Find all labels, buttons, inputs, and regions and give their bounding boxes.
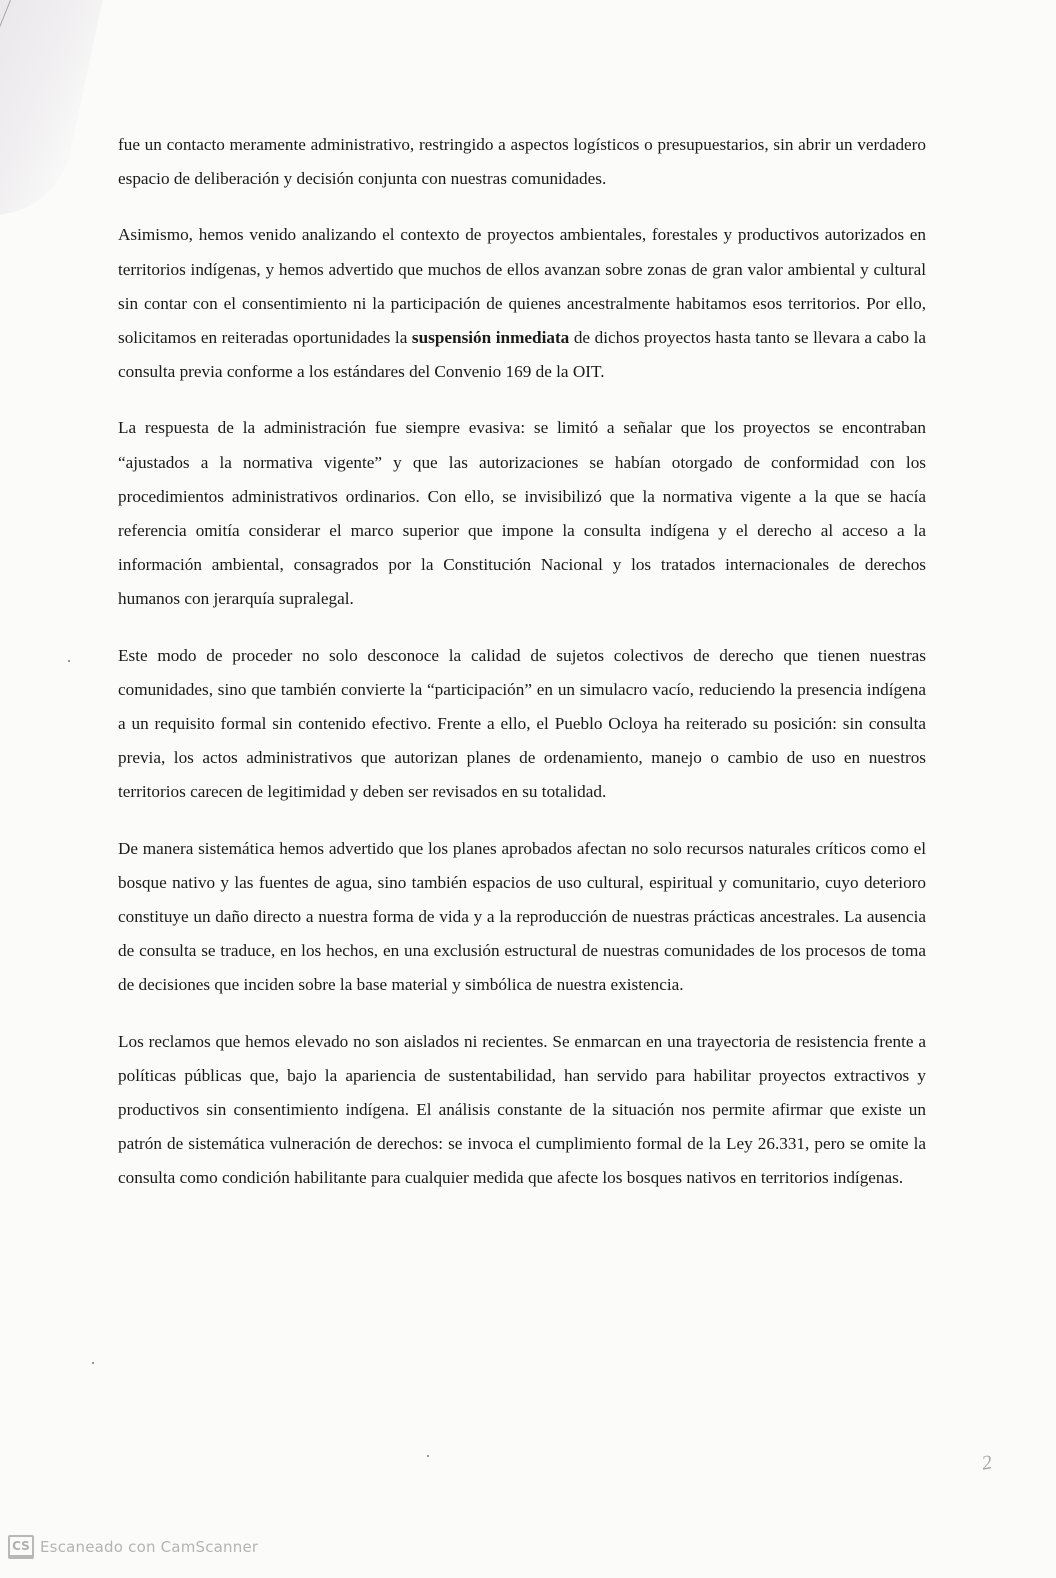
- paragraph-2-bold-phrase: suspensión inmediata: [411, 328, 570, 348]
- camscanner-watermark: [8, 1535, 258, 1559]
- camscanner-logo-icon: CS: [8, 1535, 34, 1559]
- paragraph-6: Los reclamos que hemos elevado no son aislados ni recientes. Se enmarcan en una trayectoria de resistencia frente a políticas públicas que, bajo la apariencia de sustentabilidad, han servido para habilitar proyectos extractivos y productivos sin consentimiento indígena. El análisis constante de la situación nos permite afirmar que existe un patrón de sistemática vulneración de derechos: se invoca el cumplimiento formal de la Ley 26.331, pero se omite la consulta como condición habilitante para cualquier medida que afecte los bosques nativos en territorios indígenas.: [118, 1031, 926, 1188]
- paragraph-2: [118, 218, 926, 389]
- handwritten-page-number: 2: [980, 1451, 994, 1475]
- document-body: [118, 128, 926, 1218]
- paragraph-3: La respuesta de la administración fue siempre evasiva: se limitó a señalar que los proyectos se encontraban “ajustados a la normativa vigente” y que las autorizaciones se habían otorgado de conformidad con los procedimientos administrativos ordinarios. Con ello, se invisibilizó que la normativa vigente a la que se hacía referencia omitía considerar el marco superior que impone la consulta indígena y el derecho al acceso a la información ambiental, consagrados por la Constitución Nacional y los tratados internacionales de derechos humanos con jerarquía supralegal.: [118, 418, 926, 609]
- scan-speck: [68, 660, 70, 662]
- scan-speck: [427, 1455, 429, 1457]
- paragraph-4: Este modo de proceder no solo desconoce la calidad de sujetos colectivos de derecho que tienen nuestras comunidades, sino que también convierte la “participación” en un simulacro vacío, reduciendo la presencia indígena a un requisito formal sin contenido efectivo. Frente a ello, el Pueblo Ocloya ha reiterado su posición: sin consulta previa, los actos administrativos que autorizan planes de ordenamiento, manejo o cambio de uso en nuestros territorios carecen de legitimidad y deben ser revisados en su totalidad.: [118, 645, 926, 802]
- scan-speck: [92, 1362, 94, 1364]
- paragraph-5: De manera sistemática hemos advertido que los planes aprobados afectan no solo recursos naturales críticos como el bosque nativo y las fuentes de agua, sino también espacios de uso cultural, espiritual y comunitario, cuyo deterioro constituye un daño directo a nuestra forma de vida y a la reproducción de nuestras prácticas ancestrales. La ausencia de consulta se traduce, en los hechos, en una exclusión estructural de nuestras comunidades de los procesos de toma de decisiones que inciden sobre la base material y simbólica de nuestra existencia.: [118, 838, 926, 995]
- page-fold-shadow: [0, 0, 104, 230]
- camscanner-text: Escaneado con CamScanner: [40, 1538, 259, 1556]
- paragraph-2-text-before: Asimismo, hemos venido analizando el contexto de proyectos ambientales, forestales y productivos autorizados en territorios indígenas, y hemos advertido que muchos de ellos avanzan sobre zonas de gran valor ambiental y cultural sin contar con el consentimiento ni la participación de quienes ancestralmente habitamos esos territorios. Por ello, solicitamos en reiteradas oportunidades la: [118, 225, 926, 348]
- paragraph-2-text-after: de dichos proyectos hasta tanto se llevara a cabo la consulta previa conforme a los estándares del Convenio 169 de la OIT.: [118, 328, 927, 382]
- paragraph-1: fue un contacto meramente administrativo, restringido a aspectos logísticos o presupuestarios, sin abrir un verdadero espacio de deliberación y decisión conjunta con nuestras comunidades.: [118, 135, 926, 189]
